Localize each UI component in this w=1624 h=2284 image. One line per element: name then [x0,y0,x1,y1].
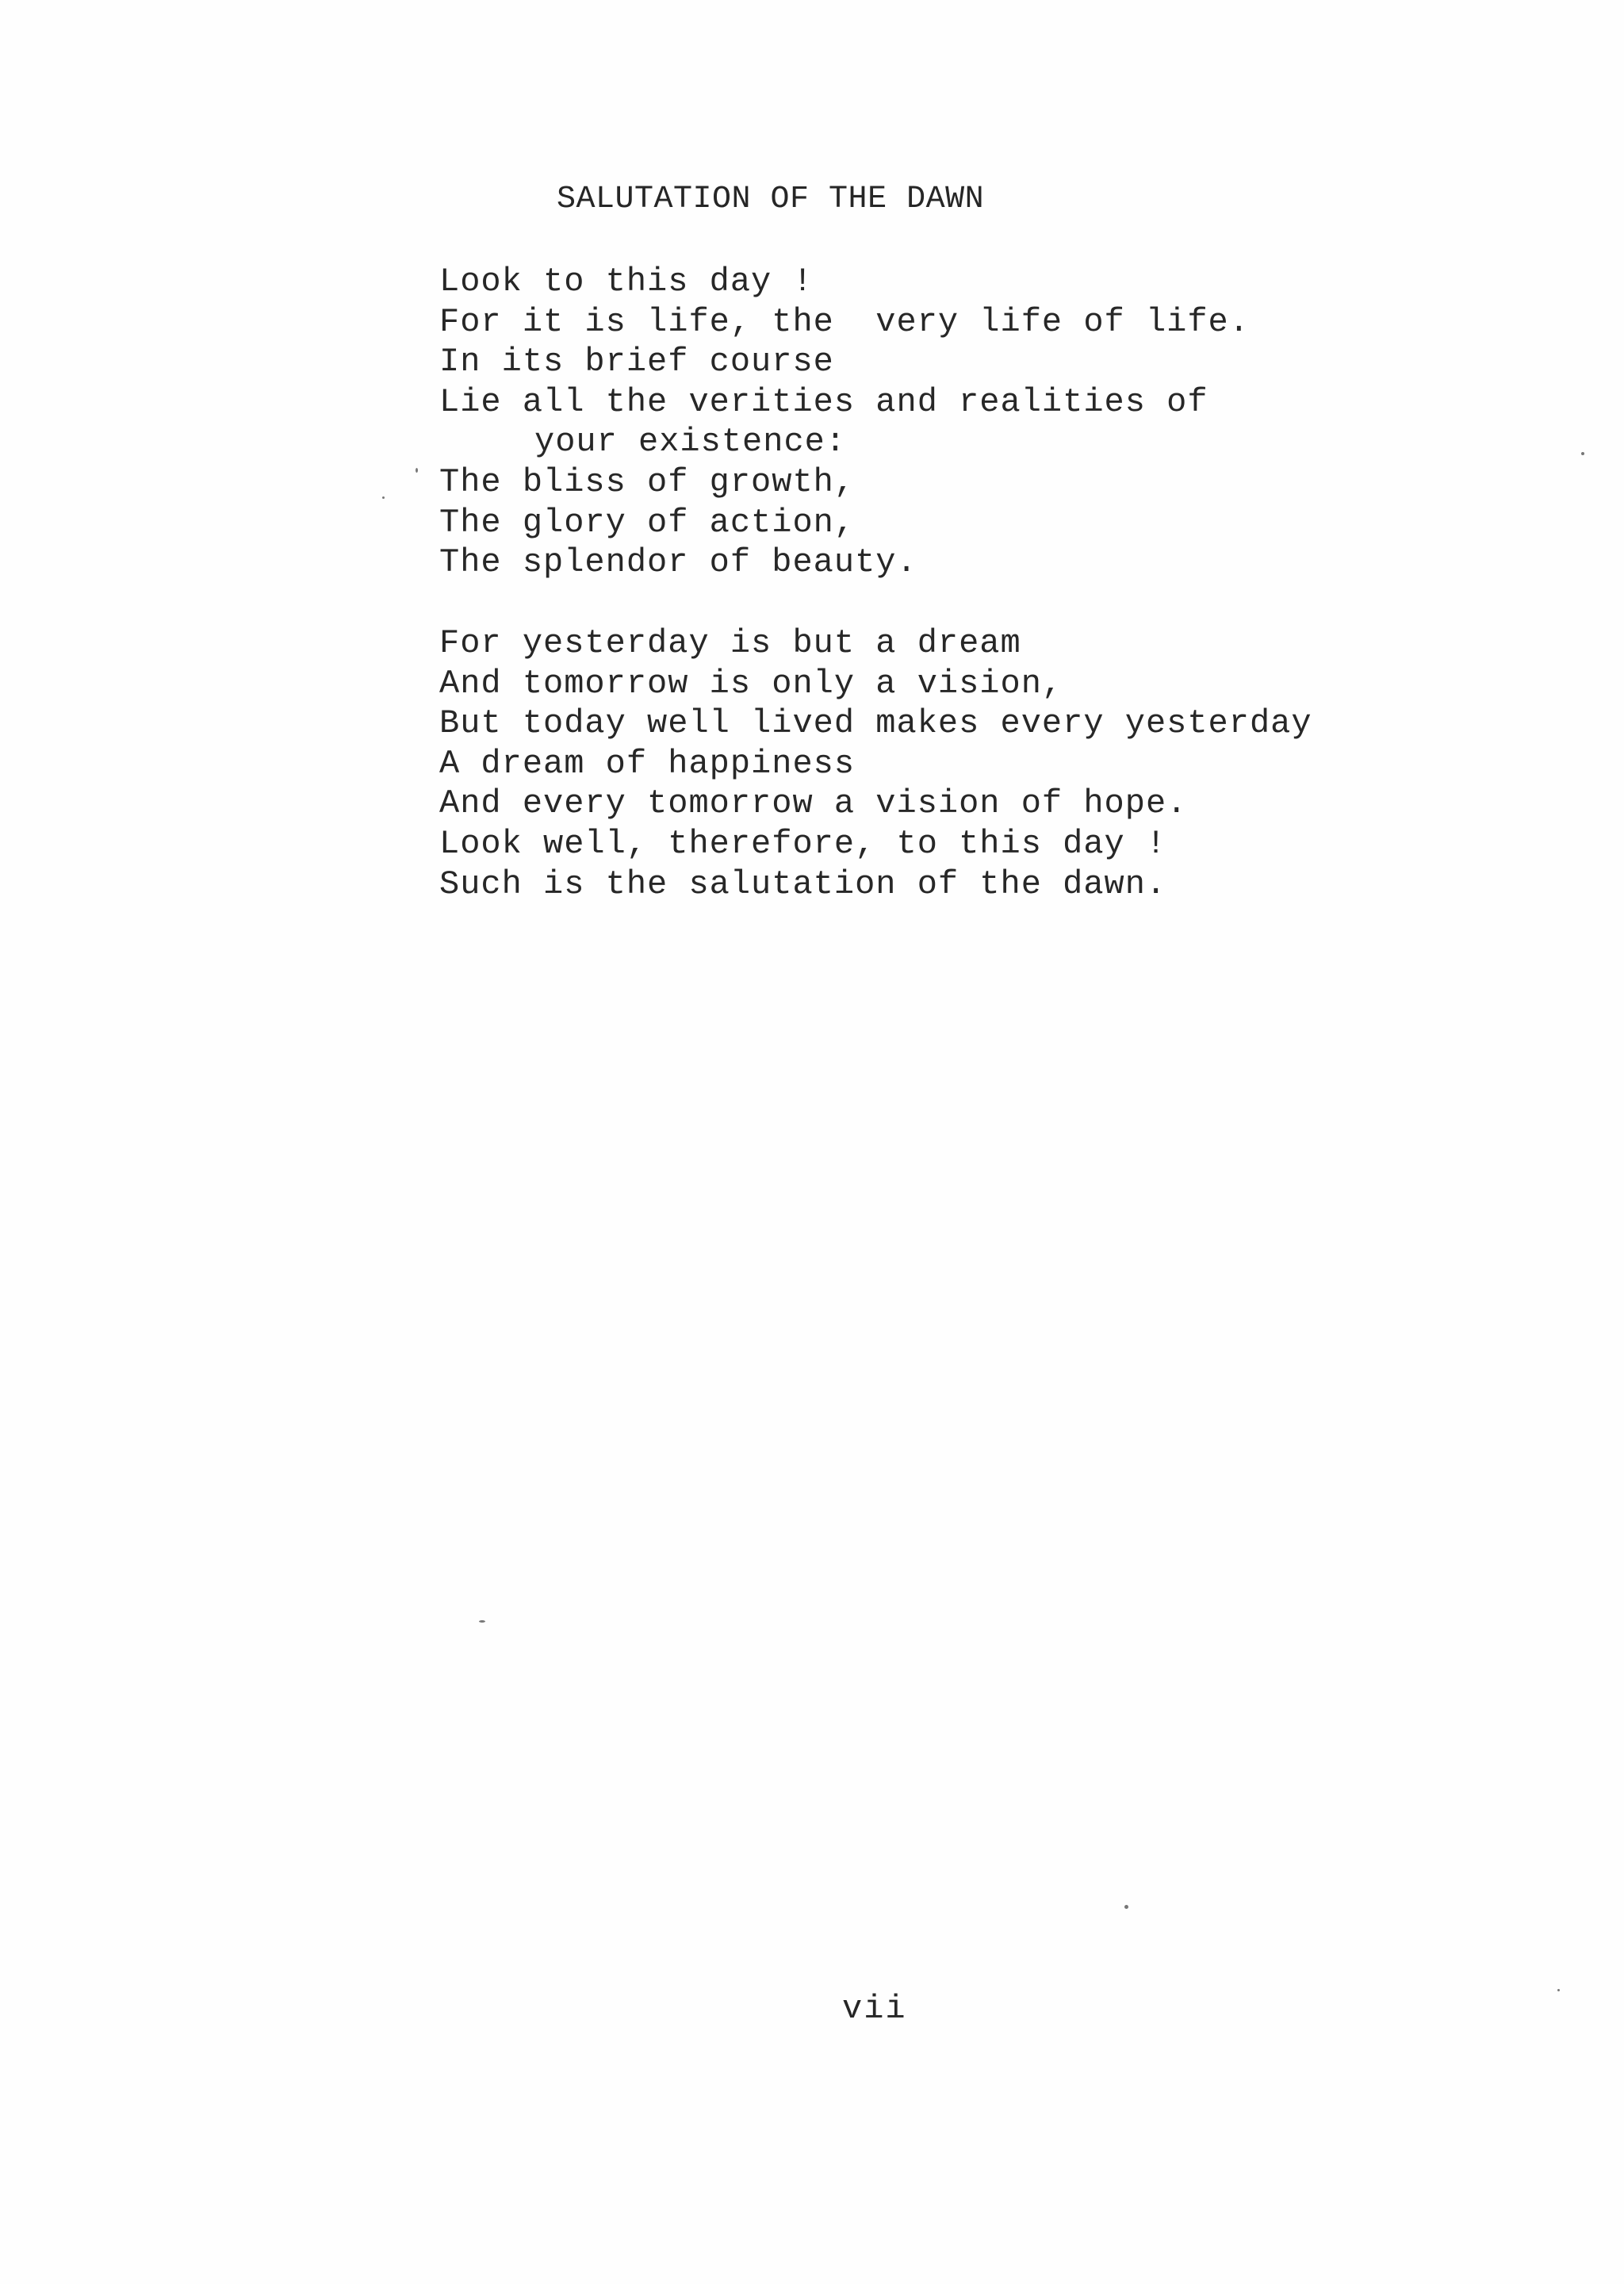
poem-line: In its brief course [439,343,834,381]
poem-line: The splendor of beauty. [439,543,917,582]
poem-line: A dream of happiness [439,744,856,783]
poem-title: SALUTATION OF THE DAWN [557,182,985,217]
paper-speck [479,1620,485,1623]
poem-line: The glory of action, [439,503,856,542]
stanza-1 [439,262,1250,583]
paper-speck [382,496,385,499]
poem-line: Lie all the verities and realities of [439,382,1208,421]
paper-speck [1557,1989,1560,1991]
poem-line: And tomorrow is only a vision, [439,664,1063,703]
poem-line: For it is life, the very life of life. [439,302,1250,341]
poem-line-continuation: your existence: [534,423,847,462]
paper-speck [1124,1905,1128,1909]
poem-line: But today well lived makes every yesterday [439,704,1312,743]
poem-line: Such is the salutation of the dawn. [439,864,1167,903]
page-number: vii [842,1990,907,2028]
poem-line: And every tomorrow a vision of hope. [439,784,1188,823]
paper-speck [1581,452,1584,455]
poem-line: Look well, therefore, to this day ! [439,824,1167,863]
poem-line: For yesterday is but a dream [439,624,1021,662]
poem-line: Look to this day ! [439,263,814,301]
poem-line: The bliss of growth, [439,462,856,501]
stanza-2 [439,623,1312,904]
paper-speck [416,468,418,473]
